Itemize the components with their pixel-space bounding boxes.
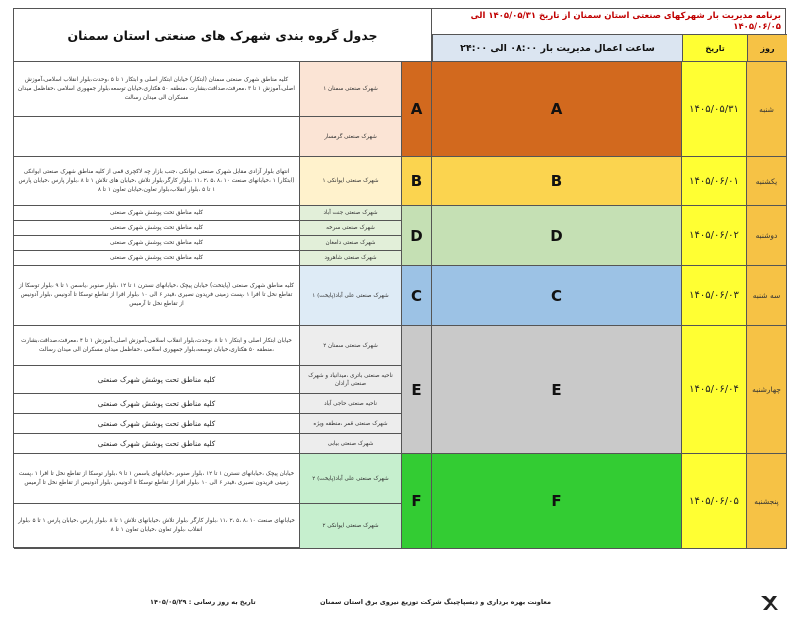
group-cell-f (402, 454, 432, 549)
banner-text: برنامه مدیریت بار شهرکهای صنعتی استان سمنان از تاریخ ۱۴۰۵/۰۵/۳۱ الی ۱۴۰۵/۰۶/۰۵ (470, 11, 781, 32)
band-cell-b (432, 157, 682, 206)
park-name: شهرک صنعتی سمنان ۲ (323, 342, 378, 349)
band-cell-f (432, 454, 682, 549)
desc-c1 (14, 266, 300, 326)
band-letter: C (550, 286, 562, 305)
park-d2 (300, 221, 402, 236)
park-name: ناحیه صنعتی حاجی آباد (324, 400, 377, 407)
desc-text: انتهای بلوار آزادی مقابل شهرک صنعتی ایوانکی ،جنب بازار چه لاکچری قمی از کلیه مناطق شهرک صنعتی ایوانکی (ابتکار) ۱ ،خیابانهای صنعت ۱۰ ،۸ ،۵ ،۲ ،۱۱ ،بلوار کارگر،بلوار تلاش ،خیابان های تلاش ۱ تا ۸ ،بلوار پارس ،خیابان پارس ۱ تا ۵ ،بلوار انقلاب،بلوار تعاون،خیابان تعاون ۱ تا ۸ (18, 168, 295, 193)
desc-text: کلیه مناطق شهرک صنعتی (پایتخت) خیابان پیچک ،خیابانهای نسترن ۱ تا ۱۲ ،بلوار صنوبر ،یاسمن ۱ تا ۹ ،بلوار توسکا از تقاطع نخل تا افرا ۱ ،پست زمینی فریدون نصیری ،فیدر ۶ الی ۱۰ ،بلوار افرا از تقاطع توسکا تا آدونیس ،بلوار آدونیس از تقاطع نخل تا آرمیس (19, 283, 294, 307)
desc-text: کلیه مناطق تحت پوشش شهرک صنعتی (97, 399, 216, 408)
day-cell-mon (747, 206, 787, 266)
park-name: شهرک صنعتی علی آباد(پایخت) ۲ (312, 475, 389, 482)
day-label: سه شنبه (752, 291, 781, 300)
desc-e3 (14, 394, 300, 414)
date-label: ۱۴۰۵/۰۶/۰۵ (689, 495, 739, 507)
date-label: ۱۴۰۵/۰۶/۰۱ (689, 175, 739, 187)
band-cell-a (432, 62, 682, 157)
park-c1 (300, 266, 402, 326)
date-cell-wed (682, 326, 747, 454)
desc-text: خیابان پیچک ،خیابانهای نسترن ۱ تا ۱۲ ،بلوار صنوبر ،خیابانهای یاسمن ۱ تا ۹ ،بلوار توسکا از تقاطع نخل تا افرا ۱ ،پست زمینی فریدون نصیری ،فیدر ۶ الی ۱۰ ،بلوار افرا از تقاطع توسکا تا آدونیس ،بلوار آدونیس از تقاطع نخل تا آرمیس (18, 470, 295, 486)
group-cell-d (402, 206, 432, 266)
date-cell-tue (682, 266, 747, 326)
date-column-header: تاریخ (682, 35, 747, 62)
park-e3 (300, 394, 402, 414)
park-name: شهرک صنعتی ایوانکی ۱ (322, 178, 379, 184)
band-letter: A (550, 100, 563, 118)
desc-text: کلیه مناطق تحت پوشش شهرک صنعتی (110, 224, 203, 231)
day-label: چهارشنبه (752, 385, 781, 394)
date-label: ۱۴۰۵/۰۶/۰۴ (689, 384, 739, 395)
footer-company: معاونت بهره برداری و دیسپاچینگ شرکت توزیع نیروی برق استان سمنان (320, 598, 551, 606)
park-name: شهرک صنعتی بیابی (327, 440, 374, 447)
day-label: یکشنبه (755, 176, 778, 186)
group-cell-a (402, 62, 432, 157)
day-column-header: روز (747, 35, 787, 62)
park-name: شهرک صنعتی سرخه (326, 225, 375, 231)
day-cell-sat (747, 62, 787, 157)
day-label: شنبه (759, 104, 774, 114)
group-cell-c (402, 266, 432, 326)
desc-a1 (14, 62, 300, 117)
desc-e4 (14, 414, 300, 434)
date-cell-sun (682, 157, 747, 206)
desc-e1 (14, 326, 300, 366)
desc-f2 (14, 504, 300, 549)
park-e5 (300, 434, 402, 454)
band-letter: B (550, 172, 563, 190)
date-label: ۱۴۰۵/۰۵/۳۱ (689, 103, 739, 115)
park-name: شهرک صنعتی ایوانکی ۲ (322, 523, 379, 529)
grouping-table-title: جدول گروه بندی شهرک های صنعتی استان سمنان (14, 9, 432, 62)
day-cell-wed (747, 326, 787, 454)
park-a2 (300, 117, 402, 157)
date-cell-thu (682, 454, 747, 549)
date-label: ۱۴۰۵/۰۶/۰۲ (689, 230, 739, 241)
desc-text: خیابانهای صنعت ۱۰ ،۸ ،۵ ،۲ ،۱۱ ،بلوار کارگر ،بلوار تلاش ،خیابانهای تلاش ۱ تا ۸ ،بلوار پارس ،خیابان پارس ۱ تا ۵ ،بلوار انقلاب ،بلوار تعاون ،خیابان تعاون ۱ تا ۸ (18, 518, 295, 533)
date-cell-mon (682, 206, 747, 266)
group-letter: D (410, 226, 423, 245)
desc-d1 (14, 206, 300, 221)
company-logo-icon (758, 592, 780, 614)
band-letter: F (551, 492, 562, 510)
desc-d4 (14, 251, 300, 266)
day-label: پنجشنبه (754, 496, 779, 506)
hours-column-header: ساعت اعمال مدیریت بار ۰۸:۰۰ الی ۲۴:۰۰ (432, 35, 682, 62)
desc-b1 (14, 157, 300, 206)
park-b1 (300, 157, 402, 206)
desc-text: کلیه مناطق تحت پوشش شهرک صنعتی (97, 419, 216, 428)
day-label: دوشنبه (755, 231, 778, 240)
desc-e5 (14, 434, 300, 454)
desc-text: کلیه مناطق تحت پوشش شهرک صنعتی (110, 239, 203, 246)
group-cell-e (402, 326, 432, 454)
park-name: شهرک صنعتی جنت آباد (323, 210, 378, 216)
group-letter: B (410, 172, 423, 190)
band-letter: D (550, 226, 563, 245)
band-letter: E (551, 380, 562, 399)
desc-text: کلیه مناطق تحت پوشش شهرک صنعتی (97, 439, 216, 448)
park-name: شهرک صنعتی شاهرود (324, 255, 377, 261)
park-d3 (300, 236, 402, 251)
desc-text: کلیه مناطق تحت پوشش شهرک صنعتی (110, 254, 203, 261)
group-cell-b (402, 157, 432, 206)
footer-update-date: تاریخ به روز رسانی : ۱۴۰۵/۰۵/۲۹ (150, 598, 256, 606)
park-e4 (300, 414, 402, 434)
band-cell-e (432, 326, 682, 454)
park-e1 (300, 326, 402, 366)
desc-d2 (14, 221, 300, 236)
day-cell-thu (747, 454, 787, 549)
desc-a2 (14, 117, 300, 157)
day-cell-sun (747, 157, 787, 206)
park-d4 (300, 251, 402, 266)
band-cell-c (432, 266, 682, 326)
park-f2 (300, 504, 402, 549)
park-name: شهرک صنعتی گرمسار (324, 133, 377, 140)
desc-d3 (14, 236, 300, 251)
group-letter: F (411, 492, 422, 510)
schedule-sheet (13, 8, 786, 548)
desc-text: خیابان ابتکار اصلی و ابتکار ۱ تا ۸ ،وحدت،بلوار انقلاب اسلامی،آموزش اصلی،آموزش ۱ تا ۴ ،معرفت،صداقت،بشارت ،منطقه ۵۰ هکتاری،خیابان توسعه،بلوار جمهوری اسلامی ،حقاظمل میدان مسکران الی میدان رسالت (21, 337, 292, 353)
desc-text: کلیه مناطق تحت پوشش شهرک صنعتی (97, 375, 216, 384)
park-name: شهرک صنعتی قمر ،منطقه ویژه (313, 420, 388, 427)
park-name: شهرک صنعتی علی آباد(پایخت) ۱ (312, 292, 389, 299)
desc-text: کلیه مناطق شهرک صنعتی سمنان (ابتکار) خیابان ابتکار اصلی و ابتکار ۱ تا ۵ ،وحدت،بلوار انقلاب اسلامی،آموزش اصلی،آموزش ۱ تا ۳ ،معرفت،صداقت،بشارت ،منطقه ۵۰ هکتاری،خیابان توسعه،بلوار جمهوری اسلامی ،حقاظمل میدان مسکران الی میدان رسالت (18, 76, 295, 101)
park-name: شهرک صنعتی دامغان (325, 240, 376, 246)
park-name: ناحیه صنعتی باتری ،میدانیاد و شهرک صنعتی آرادان (308, 372, 393, 387)
desc-text (153, 135, 161, 139)
desc-e2 (14, 366, 300, 394)
date-label: ۱۴۰۵/۰۶/۰۳ (689, 290, 739, 301)
park-name: شهرک صنعتی سمنان ۱ (323, 86, 378, 92)
day-cell-tue (747, 266, 787, 326)
group-letter: E (411, 380, 422, 399)
desc-text: کلیه مناطق تحت پوشش شهرک صنعتی (110, 209, 203, 216)
group-letter: A (410, 100, 423, 118)
date-cell-sat (682, 62, 747, 157)
schedule-banner (432, 9, 787, 35)
desc-f1 (14, 454, 300, 504)
group-letter: C (410, 286, 422, 305)
park-e2 (300, 366, 402, 394)
park-a1 (300, 62, 402, 117)
park-f1 (300, 454, 402, 504)
park-d1 (300, 206, 402, 221)
band-cell-d (432, 206, 682, 266)
